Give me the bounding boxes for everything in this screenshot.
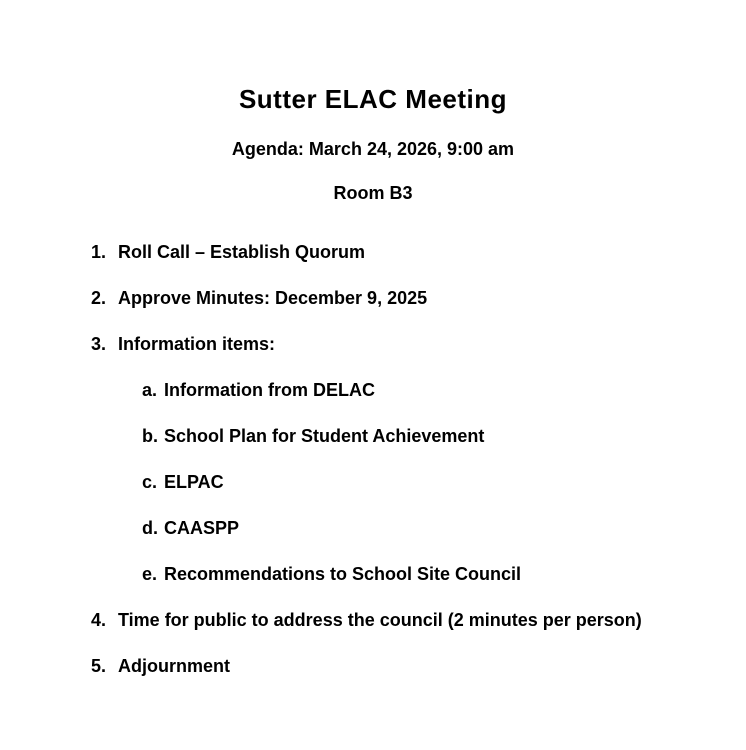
sub-item-text: ELPAC — [164, 472, 224, 492]
list-item — [0, 242, 746, 288]
sub-item-marker: d. — [142, 518, 158, 538]
item-text: Adjournment — [118, 656, 230, 676]
sub-item-text: School Plan for Student Achievement — [164, 426, 485, 446]
item-marker: 5. — [91, 656, 107, 676]
item-marker: 4. — [91, 610, 107, 630]
sub-item-marker: a. — [142, 380, 158, 400]
sub-item-marker: e. — [142, 564, 158, 584]
item-text: Roll Call – Establish Quorum — [118, 242, 366, 262]
item-text: Time for public to address the council (2 minutes per person) — [118, 610, 642, 630]
item-text: Information items: — [118, 334, 276, 354]
page-title: Sutter ELAC Meeting — [238, 84, 508, 114]
agenda-date-line: Agenda: March 24, 2026, 9:00 am — [231, 139, 515, 159]
item-text: Approve Minutes: December 9, 2025 — [118, 288, 428, 308]
list-item — [0, 334, 746, 380]
item-marker: 3. — [91, 334, 107, 354]
sub-item-marker: c. — [142, 472, 158, 492]
item-marker: 1. — [91, 242, 107, 262]
sub-list-item — [0, 426, 746, 472]
room-label: Room B3 — [333, 183, 413, 203]
sub-list-item — [0, 472, 746, 518]
list-item — [0, 288, 746, 334]
list-item — [0, 656, 746, 702]
sub-item-text: Information from DELAC — [164, 380, 375, 400]
sub-list-item — [0, 518, 746, 564]
sub-list-item — [0, 564, 746, 610]
sub-item-text: Recommendations to School Site Council — [164, 564, 522, 584]
sub-item-text: CAASPP — [164, 518, 240, 538]
sub-list-item — [0, 380, 746, 426]
item-marker: 2. — [91, 288, 107, 308]
list-item — [0, 610, 746, 656]
agenda-list — [0, 242, 746, 702]
sub-item-marker: b. — [142, 426, 158, 446]
